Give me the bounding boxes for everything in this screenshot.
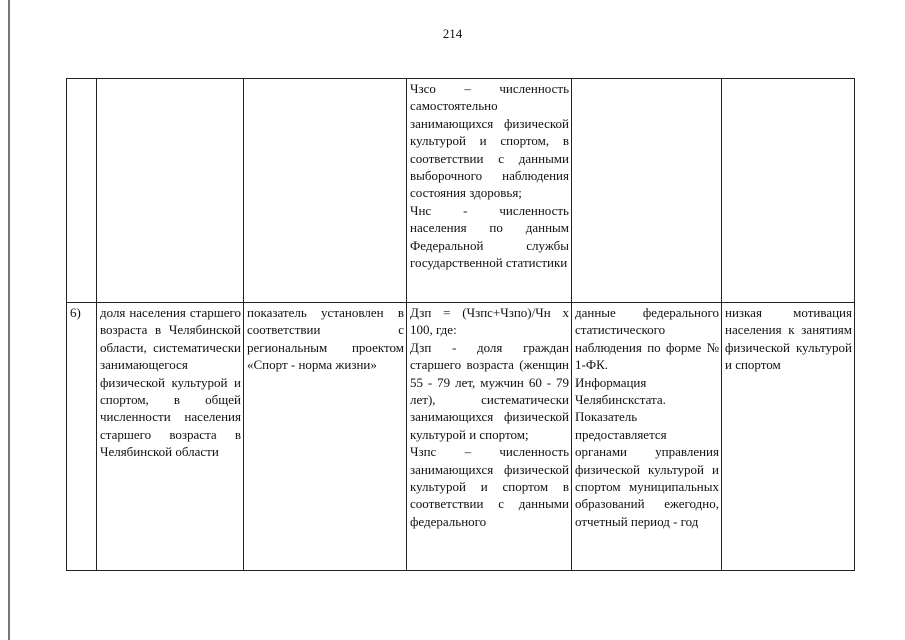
risk-cell — [722, 79, 855, 303]
basis-cell: показатель установлен в соответствии с региональным проектом «Спорт - норма жизни» — [244, 303, 407, 571]
indicator-cell — [97, 79, 244, 303]
method-cell — [407, 303, 572, 571]
risk-cell: низкая мотивация населения к занятиям физической культурой и спортом — [722, 303, 855, 571]
indicators-table — [66, 78, 855, 571]
method-line: Чнс - численность населения по данным Федеральной службы государственной статистики — [410, 202, 569, 271]
method-line: Дзп = (Чзпс+Чзпо)/Чн х 100, где: — [410, 305, 569, 338]
table-row — [67, 303, 855, 571]
method-cell — [407, 79, 572, 303]
source-cell — [572, 79, 722, 303]
source-line: данные федерального статистического наблюдения по форме № 1-ФК. — [575, 305, 719, 373]
table-row — [67, 79, 855, 303]
source-line: Информация Челябинскстата. — [575, 374, 666, 408]
method-line: Дзп - доля граждан старшего возраста (женщин 55 - 79 лет, мужчин 60 - 79 лет), систематически занимающихся физической культурой и спортом; — [410, 339, 569, 442]
method-line: Чзсо – численность самостоятельно занимающихся физической культурой и спортом, в соответствии с данными выборочного наблюдения состояния здоровья; — [410, 81, 569, 201]
row-number-cell: 6) — [67, 303, 97, 571]
method-line: Чзпс – численность занимающихся физической культурой и спортом в соответствии с данными федерального — [410, 444, 569, 529]
indicator-cell: доля населения старшего возраста в Челябинской области, систематически занимающегося физической культурой и спортом, в общей численности населения старшего возраста в Челябинской области — [97, 303, 244, 571]
source-cell — [572, 303, 722, 571]
source-line: Показатель предоставляется органами управления физической культурой и спортом муниципальных образований ежегодно, отчетный период - год — [575, 409, 719, 529]
row-number-cell — [67, 79, 97, 303]
basis-cell — [244, 79, 407, 303]
scan-edge-line — [8, 0, 10, 640]
page-number: 214 — [442, 26, 463, 41]
